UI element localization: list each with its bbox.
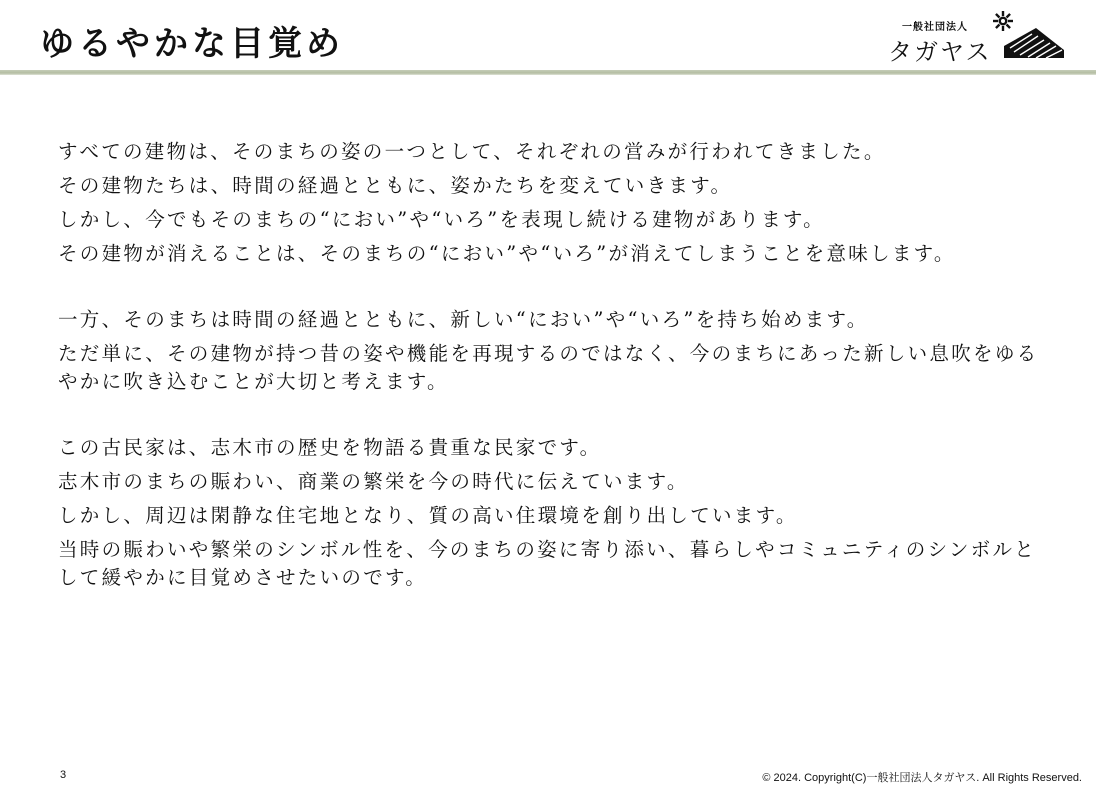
logo-name: タガヤス xyxy=(888,38,992,66)
roof-logo-icon xyxy=(1002,22,1066,62)
paragraph-3 xyxy=(58,434,1048,592)
text-line: 当時の賑わいや繁栄のシンボル性を、今のまちの姿に寄り添い、暮らしやコミュニティのシンボルとして緩やかに目覚めさせたいのです。 xyxy=(58,538,1037,589)
text-line: その建物たちは、時間の経過とともに、姿かたちを変えていきます。 xyxy=(58,174,733,197)
page-number: 3 xyxy=(60,769,67,781)
text-line: 志木市のまちの賑わい、商業の繁栄を今の時代に伝えています。 xyxy=(58,470,689,493)
organization-logo xyxy=(888,10,1068,66)
text-line: この古民家は、志木市の歴史を物語る貴重な民家です。 xyxy=(58,436,602,459)
text-line: しかし、周辺は閑静な住宅地となり、質の高い住環境を創り出しています。 xyxy=(58,504,798,527)
text-line: すべての建物は、そのまちの姿の一つとして、それぞれの営みが行われてきました。 xyxy=(58,140,886,163)
title-divider xyxy=(0,70,1096,75)
text-line: しかし、今でもそのまちの“におい”や“いろ”を表現し続ける建物があります。 xyxy=(58,208,825,231)
text-line: その建物が消えることは、そのまちの“におい”や“いろ”が消えてしまうことを意味します。 xyxy=(58,242,956,265)
logo-subtitle: 一般社団法人 xyxy=(902,22,968,33)
copyright-notice: © 2024. Copyright(C)一般社団法人タガヤス. All Rights Reserved. xyxy=(762,772,1082,784)
page-title: ゆるやかな目覚め xyxy=(40,24,344,64)
text-line: ただ単に、その建物が持つ昔の姿や機能を再現するのではなく、今のまちにあった新しい息吹をゆるやかに吹き込むことが大切と考えます。 xyxy=(58,342,1039,393)
paragraph-1 xyxy=(58,138,1048,268)
main-content xyxy=(58,138,1048,630)
text-line: 一方、そのまちは時間の経過とともに、新しい“におい”や“いろ”を持ち始めます。 xyxy=(58,308,869,331)
paragraph-2 xyxy=(58,306,1048,396)
